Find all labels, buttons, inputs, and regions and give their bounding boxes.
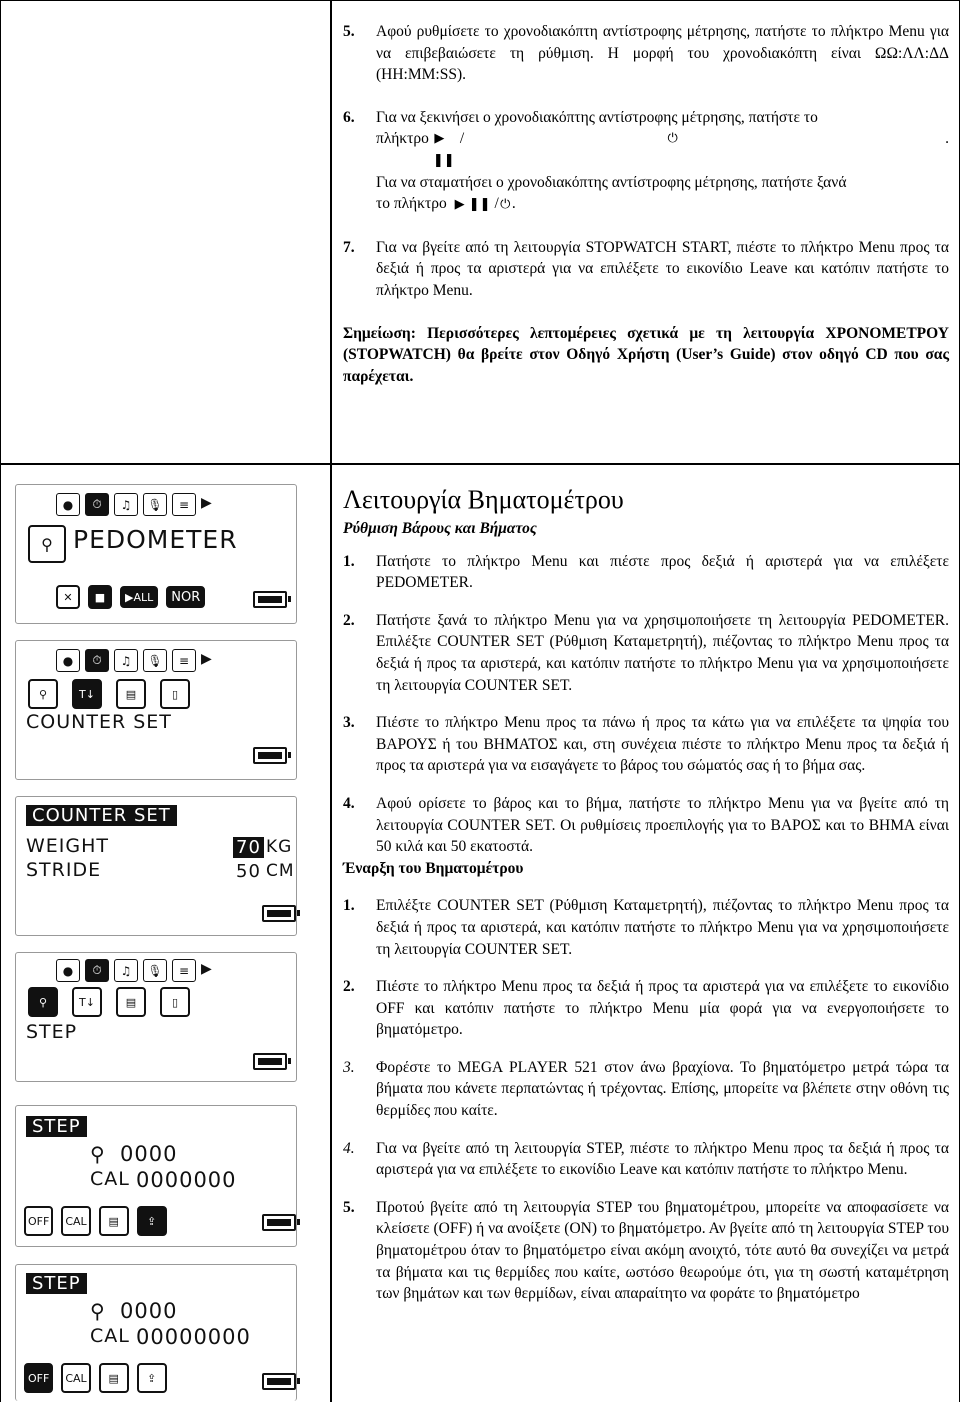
item-text: Για να βγείτε από τη λειτουργία STOPWATCH START, πιέστε το πλήκτρο Menu προς τα δεξιά ή προς τα αριστερά για να επιλέξετε το εικονίδιο Leave και κατόπιν πατήστε το πλήκτρο Menu. [376, 238, 949, 299]
item-text: Αφού ρυθμίσετε το χρονοδιακόπτη αντίστροφης μέτρησης, πατήστε το πλήκτρο Menu για να επιβεβαιώσετε τη ρύθμιση. Η μορφή του χρονοδιακόπτη είναι ΩΩ:ΛΛ:ΔΔ (HH:MM:SS). [376, 23, 949, 84]
play-pause-icon: ▶ ❚❚ [454, 197, 491, 213]
step-number: 2. [343, 611, 355, 629]
counter-set-icon: T↓ [72, 987, 102, 1017]
step-number: 5. [343, 1198, 355, 1216]
step-icon: ⚲ [28, 987, 58, 1017]
setup-step-4 [343, 793, 949, 858]
start-step-3 [343, 1057, 949, 1122]
item-text: . [945, 130, 949, 148]
item-number: 6. [343, 108, 355, 126]
icon-bar [56, 959, 212, 982]
item-number: 5. [343, 23, 355, 40]
lcd-screen-counter-set [15, 796, 297, 936]
step-counter-icon: ⚲ [90, 1299, 105, 1323]
save-icon: ▤ [116, 987, 146, 1017]
step-text: Πιέστε το πλήκτρο Menu προς τα πάνω ή προς τα κάτω για να επιλέξετε τα ψηφία του ΒΑΡΟΥΣ ή του ΒΗΜΑΤΟΣ και, στη συνέχεια πιέστε το πλήκτρο Menu προς τα δεξιά ή προς τα αριστερά για να εισαγάγετε το βάρος του σώματός σας ή το βήμα σας. [376, 714, 949, 775]
item-number: 7. [343, 238, 355, 256]
leave-icon: ▯ [160, 679, 190, 709]
stopwatch-icon: ⏱ [85, 493, 109, 516]
mic-icon: 🎙 [143, 493, 167, 516]
lcd-screen-step [15, 1105, 297, 1247]
mode-icons [56, 585, 205, 609]
battery-icon [253, 1053, 287, 1070]
left-blank-panel [0, 0, 331, 464]
weight-value: 70 [233, 837, 264, 858]
lcd-screen-step-menu [15, 952, 297, 1082]
note: Σημείωση: Περισσότερες λεπτομέρειες σχετικά με τη λειτουργία ΧΡΟΝΟΜΕΤΡΟΥ (STOPWATCH) θα βρείτε στον Οδηγό Χρήστη (User’s Guide) στον οδηγό CD που σας παρέχεται. [343, 324, 949, 385]
music-icon: ♫ [114, 649, 138, 672]
step-text: Φορέστε το MEGA PLAYER 521 στον άνω βραχίονα. Το βηματόμετρο μετρά τώρα τα βήματα που κάνετε περπατώντας ή τρέχοντας. Επίσης, μπορείτε να βλέπετε στην οθόνη τις θερμίδες που καίτε. [376, 1058, 949, 1120]
step-number: 1. [343, 552, 355, 570]
item-text: πλήκτρο [376, 130, 429, 148]
screen-title: COUNTER SET [26, 805, 177, 826]
mic-icon: 🎙 [143, 959, 167, 982]
icon-bar [56, 493, 212, 516]
bomb-icon: ● [56, 649, 80, 672]
step-icons [24, 1363, 167, 1393]
calories-label: CAL [90, 1168, 130, 1190]
start-step-1 [343, 895, 949, 960]
power-icon: ⏻ [667, 131, 678, 147]
screen-title: STEP [26, 1116, 87, 1137]
step-text: Προτού βγείτε από τη λειτουργία STEP του βηματομέτρου, μπορείτε να αποφασίσετε να κλείσετε (OFF) ή να ανοίξετε (ON) το βηματόμετρο. Αν βγείτε από τη λειτουργία STEP του βηματομέτρου όταν το βηματόμετρο είναι ακόμη ανοιχτό, τότε αυτό θα συνεχίζει να μετρά τα βήματα και τις θερμίδες που καίτε, ωστόσο θεωρούμε ότι, για τη σωστή καταμέτρηση των βημάτων και των θερμίδων, είναι απαραίτητο να φοράτε το βηματόμετρο [376, 1198, 949, 1303]
step-icons [24, 1206, 167, 1236]
save-icon: ▤ [99, 1206, 129, 1236]
counter-set-icon: T↓ [72, 679, 102, 709]
pedometer-icon: ⚲ [28, 525, 66, 563]
item-text-line [376, 128, 949, 171]
bomb-icon: ● [56, 493, 80, 516]
item-text-line [376, 193, 949, 216]
music-icon: ♫ [114, 959, 138, 982]
leave-icon: ⇪ [137, 1206, 167, 1236]
stride-label: STRIDE [26, 859, 102, 881]
screen-label: COUNTER SET [26, 711, 172, 733]
mic-icon: 🎙 [143, 649, 167, 672]
step-count: 0000 [120, 1299, 178, 1323]
section-title: Λειτουργία Βηματομέτρου [343, 485, 624, 514]
item-text: / [494, 195, 499, 213]
section-subtitle: Ρύθμιση Βάρους και Βήματος [343, 520, 537, 537]
stopwatch-icon: ⏱ [85, 959, 109, 982]
arrow-right-icon: ▶ [201, 961, 212, 977]
notes-icon: ≡ [172, 649, 196, 672]
cal-icon: CAL [61, 1206, 90, 1236]
lcd-screen-step-off [15, 1264, 297, 1401]
lcd-screen-counter-set-menu [15, 640, 297, 780]
item-5 [343, 21, 949, 86]
step-number: 2. [343, 978, 355, 996]
step-text: Πατήστε ξανά το πλήκτρο Menu για να χρησιμοποιήσετε τη λειτουργία PEDOMETER. Επιλέξτε COUNTER SET (Ρύθμιση Καταμετρητή), πιέζοντας το πλήκτρο Menu προς τα δεξιά ή προς τα αριστερά, και κατόπιν πατήστε το πλήκτρο Menu για να χρησιμοποιήσετε τη λειτουργία COUNTER SET. [376, 611, 949, 694]
submenu-icons [28, 987, 190, 1017]
cal-icon: CAL [61, 1363, 90, 1393]
shuffle-icon: ✕ [56, 585, 80, 609]
step-icon: ⚲ [28, 679, 58, 709]
calories-label: CAL [90, 1325, 130, 1347]
off-icon: OFF [24, 1363, 53, 1393]
step-number: 1. [343, 897, 355, 915]
battery-icon [262, 1373, 296, 1390]
start-step-4 [343, 1138, 949, 1181]
save-icon: ▤ [99, 1363, 129, 1393]
leave-icon: ⇪ [137, 1363, 167, 1393]
battery-icon [253, 591, 287, 608]
arrow-right-icon: ▶ [201, 495, 212, 511]
setup-step-2 [343, 610, 949, 696]
calories-value: 0000000 [136, 1168, 237, 1192]
section-subtitle-2: Έναρξη του Βηματομέτρου [343, 859, 524, 877]
item-text: Για να ξεκινήσει ο χρονοδιακόπτης αντίστροφης μέτρησης, πατήστε το [376, 108, 818, 126]
play-pause-icon: ▶ ❚❚ [432, 131, 455, 168]
setup-step-1 [343, 551, 949, 594]
item-text: / [459, 130, 465, 148]
stride-value: 50 [236, 861, 261, 882]
start-step-5 [343, 1197, 949, 1305]
start-step-2 [343, 976, 949, 1041]
item-7 [343, 237, 949, 302]
step-text: Αφού ορίσετε το βάρος και το βήμα, πατήστε το πλήκτρο Menu για να βγείτε από τη λειτουργία COUNTER SET. Οι ρυθμίσεις προεπιλογής για το ΒΑΡΟΣ και το ΒΗΜΑ είναι 50 κιλά και 50 εκατοστά. [376, 794, 949, 856]
step-number: 4. [343, 794, 355, 812]
power-icon: ⏻ [500, 197, 511, 213]
calories-value: 00000000 [136, 1325, 251, 1349]
step-text: Πιέστε το πλήκτρο Menu προς τα δεξιά ή προς τα αριστερά για να επιλέξετε το εικονίδιο OFF και κατόπιν πατήστε το πλήκτρο Menu μία φορά για να ενεργοποιήσετε το βηματόμετρο. [376, 978, 949, 1039]
screen-label: PEDOMETER [73, 525, 238, 554]
weight-label: WEIGHT [26, 835, 110, 857]
icon-bar [56, 649, 212, 672]
music-icon: ♫ [114, 493, 138, 516]
bomb-icon: ● [56, 959, 80, 982]
battery-icon [262, 905, 296, 922]
eq-normal-label: NOR [166, 586, 205, 608]
pedometer-section [343, 484, 949, 1305]
top-text [343, 21, 949, 387]
step-count: 0000 [120, 1142, 178, 1166]
notes-icon: ≡ [172, 493, 196, 516]
item-text: το πλήκτρο [376, 195, 447, 213]
item-text: Για να σταματήσει ο χρονοδιακόπτης αντίστροφης μέτρησης, πατήστε ξανά [376, 173, 847, 191]
step-number: 4. [343, 1139, 355, 1157]
notes-icon: ≡ [172, 959, 196, 982]
stop-icon: ■ [88, 585, 112, 609]
item-text: . [511, 195, 516, 213]
step-text: Για να βγείτε από τη λειτουργία STEP, πιέστε το πλήκτρο Menu προς τα δεξιά ή προς τα αριστερά για να επιλέξετε το εικονίδιο Leave και κατόπιν πατήστε το πλήκτρο Menu. [376, 1139, 949, 1179]
step-number: 3. [343, 1058, 355, 1076]
battery-icon [262, 1214, 296, 1231]
stride-unit: CM [266, 861, 295, 881]
off-icon: OFF [24, 1206, 53, 1236]
save-icon: ▤ [116, 679, 146, 709]
step-text: Πατήστε το πλήκτρο Menu και πιέστε προς δεξιά ή αριστερά για να επιλέξετε PEDOMETER. [376, 552, 949, 592]
stopwatch-icon: ⏱ [85, 649, 109, 672]
repeat-all-label: ▶ALL [120, 586, 158, 608]
submenu-icons [28, 679, 190, 709]
leave-icon: ▯ [160, 987, 190, 1017]
lcd-screen-pedometer [15, 484, 297, 624]
setup-step-3 [343, 712, 949, 777]
item-6 [343, 107, 949, 216]
step-counter-icon: ⚲ [90, 1142, 105, 1166]
weight-unit: KG [266, 837, 293, 857]
step-number: 3. [343, 714, 355, 732]
arrow-right-icon: ▶ [201, 651, 212, 667]
screen-label: STEP [26, 1021, 78, 1043]
screen-title: STEP [26, 1273, 87, 1294]
step-text: Επιλέξτε COUNTER SET (Ρύθμιση Καταμετρητή), πιέζοντας το πλήκτρο Menu προς τα δεξιά ή προς τα αριστερά, και κατόπιν πατήστε το πλήκτρο Menu για να χρησιμοποιήσετε τη λειτουργία COUNTER SET. [376, 897, 949, 958]
battery-icon [253, 747, 287, 764]
